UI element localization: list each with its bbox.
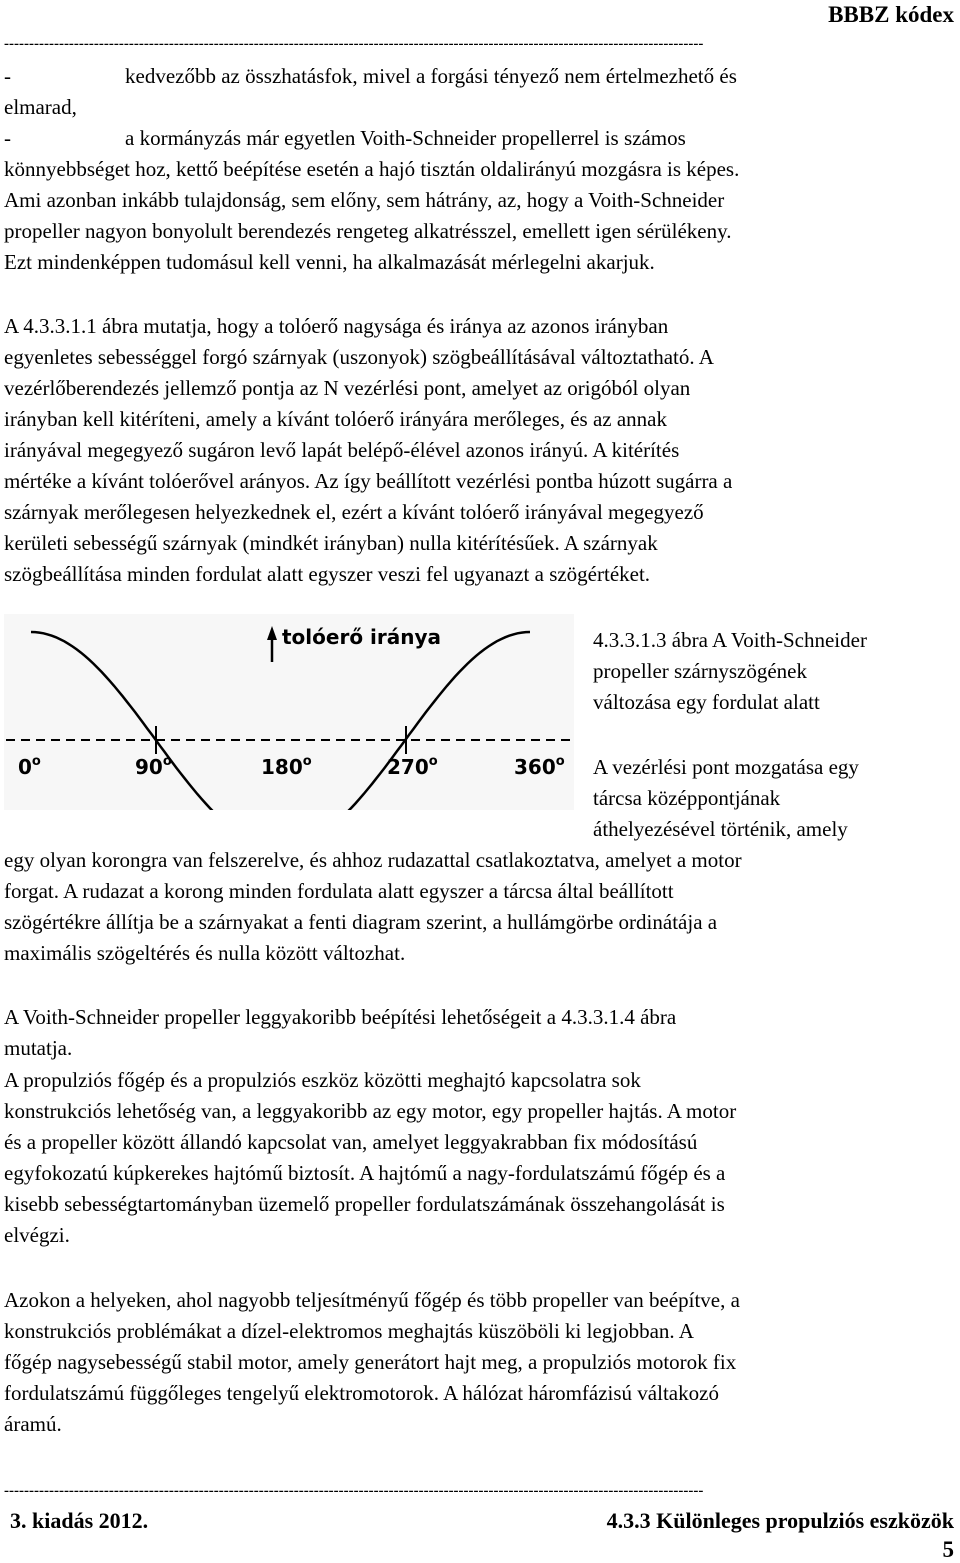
- tick-label-180: 180$^o$: [261, 754, 312, 779]
- text-line: fordulatszámú függőleges tengelyű elektromotorok. A hálózat háromfázisú váltakozó: [4, 1381, 719, 1405]
- text-line: vezérlőberendezés jellemző pontja az N vezérlési pont, amelyet az origóból olyan: [4, 376, 691, 400]
- caption-line: 4.3.3.1.3 ábra A Voith-Schneider: [593, 628, 867, 652]
- text-line: kisebb sebességtartományban üzemelő propeller fordulatszámának összehangolását is: [4, 1192, 725, 1216]
- text-line: konstrukciós lehetőség van, a leggyakoribb az egy motor, egy propeller hajtás. A motor: [4, 1099, 737, 1123]
- bullet-item: [4, 61, 956, 92]
- wing-angle-diagram: [4, 614, 574, 810]
- tick-label-360: 360$^o$: [514, 754, 565, 779]
- side-text-line: áthelyezésével történik, amely: [593, 817, 848, 841]
- header-rule: --------------------------------------------------------------------------------------------------------------------------------------------: [4, 36, 704, 52]
- bullet-text: a kormányzás már egyetlen Voith-Schneider propellerrel is számos: [125, 126, 686, 150]
- text-line: Azokon a helyeken, ahol nagyobb teljesítményű főgép és több propeller van beépítve, a: [4, 1288, 740, 1312]
- paragraph-1: [4, 185, 956, 278]
- bullet-item: [4, 123, 956, 154]
- text-line: mutatja.: [4, 1036, 73, 1060]
- bullet-text: kedvezőbb az összhatásfok, mivel a forgási tényező nem értelmezhető és: [125, 64, 737, 88]
- text-line: áramú.: [4, 1412, 62, 1436]
- tick-label-270: 270$^o$: [387, 754, 438, 779]
- text-line: főgép nagysebességű stabil motor, amely generátort hajt meg, a propulziós motorok fix: [4, 1350, 737, 1374]
- bullet-cont: könnyebbséget hoz, kettő beépítése esetén a hajó tisztán oldalirányú mozgásra is képes.: [4, 157, 740, 181]
- text-line: maximális szögeltérés és nulla között változhat.: [4, 941, 406, 965]
- tick-label-0: 0$^o$: [18, 754, 41, 779]
- side-text-line: A vezérlési pont mozgatása egy: [593, 755, 859, 779]
- text-line: egyfokozatú kúpkerekes hajtómű biztosít. A hajtómű a nagy-fordulatszámú főgép és a: [4, 1161, 726, 1185]
- paragraph-4: [4, 1002, 956, 1064]
- text-line: szárnyak merőlegesen helyezkednek el, ezért a kívánt tolóerő irányával megegyező: [4, 500, 704, 524]
- text-line: A 4.3.3.1.1 ábra mutatja, hogy a tolóerő nagysága és iránya az azonos irányban: [4, 314, 669, 338]
- bullet-cont: elmarad,: [4, 95, 77, 119]
- figure-side-text: [593, 752, 953, 845]
- paragraph-6: [4, 1285, 956, 1440]
- text-line: szögértékre állítja be a szárnyakat a fenti diagram szerint, a hullámgörbe ordinátája a: [4, 910, 718, 934]
- caption-line: propeller szárnyszögének: [593, 659, 807, 683]
- text-line: propeller nagyon bonyolult berendezés rengeteg alkatrésszel, emellett igen sérülékeny.: [4, 219, 732, 243]
- bullet-dash: -: [4, 126, 11, 150]
- header-code: BBBZ kódex: [828, 2, 954, 27]
- text-line: Ezt mindenképpen tudomásul kell venni, ha alkalmazását mérlegelni akarjuk.: [4, 250, 655, 274]
- paragraph-2: [4, 311, 956, 590]
- text-line: egy olyan korongra van felszerelve, és ahhoz rudazattal csatlakoztatva, amelyet a motor: [4, 848, 742, 872]
- text-line: A propulziós főgép és a propulziós eszköz közötti meghajtó kapcsolatra sok: [4, 1068, 641, 1092]
- side-text-line: tárcsa középpontjának: [593, 786, 781, 810]
- text-line: és a propeller között állandó kapcsolat van, amelyet leggyakrabban fix módosítású: [4, 1130, 698, 1154]
- caption-line: változása egy fordulat alatt: [593, 690, 820, 714]
- footer-edition: 3. kiadás 2012.: [10, 1508, 149, 1533]
- figure-caption: [593, 625, 953, 718]
- text-line: mértéke a kívánt tolóerővel arányos. Az így beállított vezérlési pontba húzott sugárra a: [4, 469, 733, 493]
- text-line: A Voith-Schneider propeller leggyakoribb beépítési lehetőségeit a 4.3.3.1.4 ábra: [4, 1005, 677, 1029]
- footer-rule: --------------------------------------------------------------------------------------------------------------------------------------------: [4, 1483, 704, 1499]
- text-line: kerületi sebességű szárnyak (mindkét irányban) nulla kitérítésűek. A szárnyak: [4, 531, 658, 555]
- paragraph-3: [4, 845, 956, 969]
- text-line: elvégzi.: [4, 1223, 70, 1247]
- thrust-direction-label: tolóerő iránya: [282, 625, 442, 649]
- tick-label-90: 90$^o$: [135, 754, 172, 779]
- text-line: forgat. A rudazat a korong minden fordulata alatt egyszer a tárcsa által beállított: [4, 879, 674, 903]
- page-number: 5: [942, 1537, 954, 1562]
- text-line: Ami azonban inkább tulajdonság, sem előny, sem hátrány, az, hogy a Voith-Schneider: [4, 188, 725, 212]
- wing-angle-figure: [4, 614, 574, 810]
- footer-section: 4.3.3 Különleges propulziós eszközök: [606, 1508, 954, 1533]
- text-line: szögbeállítása minden fordulat alatt egyszer veszi fel ugyanazt a szögértéket.: [4, 562, 651, 586]
- text-line: irányával megegyező sugáron levő lapát belépő-élével azonos irányú. A kitérítés: [4, 438, 680, 462]
- text-line: egyenletes sebességgel forgó szárnyak (uszonyok) szögbeállításával változtatható. A: [4, 345, 714, 369]
- bullet-dash: -: [4, 64, 11, 88]
- bullet-list: [4, 61, 956, 185]
- text-line: konstrukciós problémákat a dízel-elektromos meghajtás küszöböli ki legjobban. A: [4, 1319, 694, 1343]
- paragraph-5: [4, 1065, 956, 1251]
- text-line: irányban kell kitéríteni, amely a kívánt tolóerő irányára merőleges, és az annak: [4, 407, 667, 431]
